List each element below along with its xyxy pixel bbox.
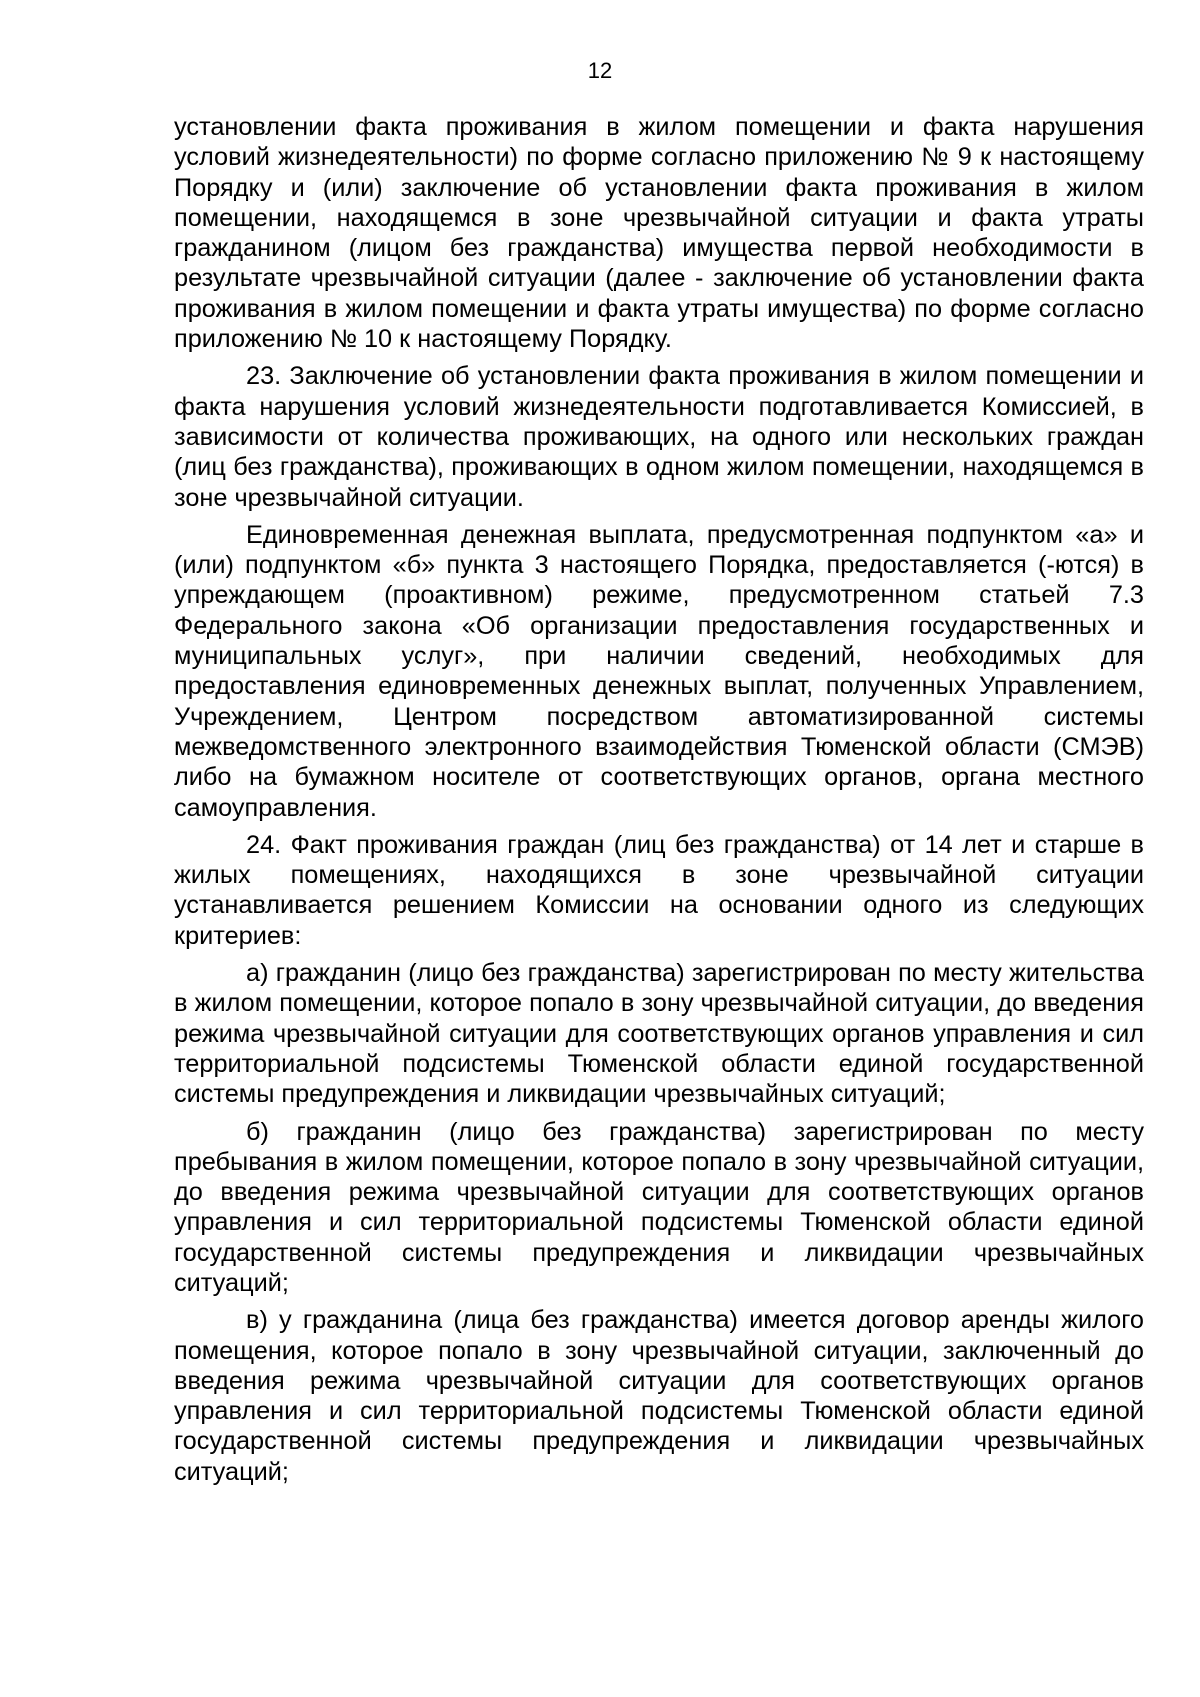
paragraph-item-24-a: а) гражданин (лицо без гражданства) зарегистрирован по месту жительства в жилом помещении, которое попало в зону чрезвычайной ситуации, до введения режима чрезвычайной ситуации для соответствующих органов управления и сил территориальной подсистемы Тюменской области единой государственной системы предупреждения и ликвидации чрезвычайных ситуаций; — [174, 959, 1144, 1109]
paragraph-item-24-v: в) у гражданина (лица без гражданства) имеется договор аренды жилого помещения, которое попало в зону чрезвычайной ситуации, заключенный до введения режима чрезвычайной ситуации для соответствующих органов управления и сил территориальной подсистемы Тюменской области единой государственной системы предупреждения и ликвидации чрезвычайных ситуаций; — [174, 1306, 1144, 1486]
paragraph-item-24: 24. Факт проживания граждан (лиц без гражданства) от 14 лет и старше в жилых помещениях, находящихся в зоне чрезвычайной ситуации устанавливается решением Комиссии на основании одного из следующих критериев: — [174, 830, 1144, 950]
paragraph-continuation: установлении факта проживания в жилом помещении и факта нарушения условий жизнедеятельности) по форме согласно приложению № 9 к настоящему Порядку и (или) заключение об установлении факта проживания в жилом помещении, находящемся в зоне чрезвычайной ситуации и факта утраты гражданином (лицом без гражданства) имущества первой необходимости в результате чрезвычайной ситуации (далее - заключение об установлении факта проживания в жилом помещении и факта утраты имущества) по форме согласно приложению № 10 к настоящему Порядку. — [174, 113, 1144, 354]
paragraph-item-23: 23. Заключение об установлении факта проживания в жилом помещении и факта нарушения условий жизнедеятельности подготавливается Комиссией, в зависимости от количества проживающих, на одного или нескольких граждан (лиц без гражданства), проживающих в одном жилом помещении, находящемся в зоне чрезвычайной ситуации. — [174, 362, 1144, 512]
paragraph-item-23-payment: Единовременная денежная выплата, предусмотренная подпунктом «а» и (или) подпунктом «б» пункта 3 настоящего Порядка, предоставляется (-ются) в упреждающем (проактивном) режиме, предусмотренном статьей 7.3 Федерального закона «Об организации предоставления государственных и муниципальных услуг», при наличии сведений, необходимых для предоставления единовременных денежных выплат, полученных Управлением, Учреждением, Центром посредством автоматизированной системы межведомственного электронного взаимодействия Тюменской области (СМЭВ) либо на бумажном носителе от соответствующих органов, органа местного самоуправления. — [174, 520, 1144, 822]
page-number: 12 — [587, 58, 613, 83]
paragraph-item-24-b: б) гражданин (лицо без гражданства) зарегистрирован по месту пребывания в жилом помещении, которое попало в зону чрезвычайной ситуации, до введения режима чрезвычайной ситуации для соответствующих органов управления и сил территориальной подсистемы Тюменской области единой государственной системы предупреждения и ликвидации чрезвычайных ситуаций; — [174, 1117, 1144, 1297]
document-body — [174, 112, 1144, 1494]
